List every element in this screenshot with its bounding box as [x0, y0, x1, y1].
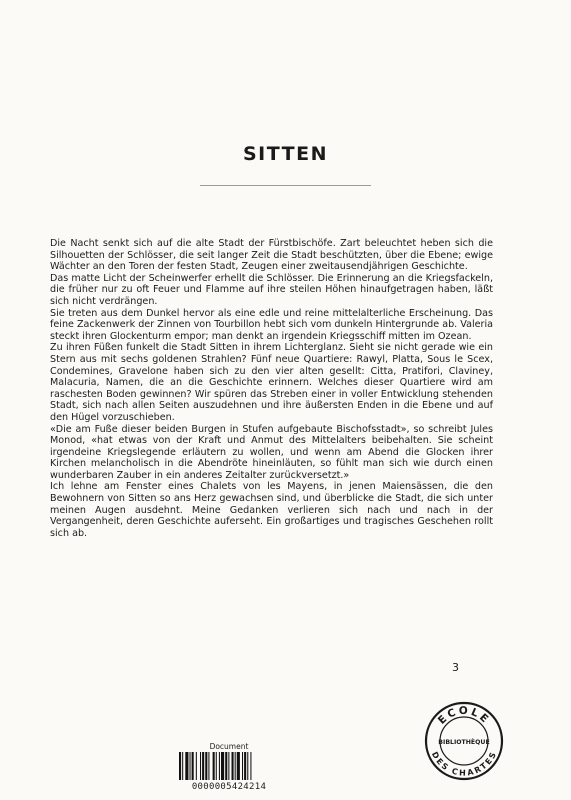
barcode-bar: [237, 752, 240, 780]
svg-text:DES CHARTES: DES CHARTES: [429, 750, 499, 778]
barcode-bar: [244, 752, 246, 780]
barcode-bar: [225, 752, 227, 780]
barcode-bar: [192, 752, 194, 780]
body-text: [50, 238, 493, 539]
paragraph: Die Nacht senkt sich auf die alte Stadt der Fürstbischöfe. Zart beleuchtet heben sich die Silhouetten der Schlösser, die seit langer Zeit die Stadt beschützten, über die Ebene; ewige Wächter an den Toren der festen Stadt, Zeugen einer zweitausendjährigen Geschichte.: [50, 238, 493, 273]
barcode-bar: [182, 752, 183, 780]
barcode-bar: [190, 752, 191, 780]
barcode-bar: [247, 752, 248, 780]
barcode-bar: [179, 752, 181, 780]
page-number: 3: [452, 661, 459, 674]
barcode-bar: [216, 752, 217, 780]
barcode-bar: [213, 752, 215, 780]
paragraph: Ich lehne am Fenster eines Chalets von les Mayens, in jenen Maiensässen, die den Bewohnern von Sitten so ans Herz gewachsen sind, und überblicke die Stadt, die sich unter meinen Augen ausdehnt. Meine Gedanken verlieren sich nach und nach in der Vergangenheit, deren Geschichte auferseht. Ein großartiges und tragisches Geschehen rollt sich ab.: [50, 481, 493, 539]
barcode-bar: [200, 752, 201, 780]
barcode-bar: [205, 752, 207, 780]
barcode-bar: [185, 752, 188, 780]
barcode-bar: [202, 752, 204, 780]
barcode-bar: [208, 752, 209, 780]
svg-text:ECOLE: ECOLE: [435, 704, 493, 727]
paragraph: Das matte Licht der Scheinwerfer erhellt die Schlösser. Die Erinnerung an die Kriegsfackeln, die früher nur zu oft Feuer und Flamme auf ihre steilen Höhen hinaufgetragen haben, läßt sich nicht verdrängen.: [50, 272, 493, 307]
barcode-label: Document: [209, 742, 249, 751]
barcode-number: 0000005424214: [191, 782, 267, 792]
paragraph: «Die am Fuße dieser beiden Burgen in Stufen aufgebaute Bischofsstadt», so schreibt Jules Monod, «hat etwas von der Kraft und Anmut des Mittelalters beibehalten. Sie scheint irgendeine Kriegslegende erläutern zu wollen, und wenn am Abend die Glocken ihrer Kirchen melancholisch in die Abendröte hineinläuten, so fühlt man sich wie durch einen wunderbaren Zauber in ein anderes Zeitalter zurückversetzt.»: [50, 423, 493, 481]
barcode-bar: [242, 752, 243, 780]
barcode-bar: [196, 752, 197, 780]
page-title: SITTEN: [243, 143, 328, 165]
paragraph: Zu ihren Füßen funkelt die Stadt Sitten in ihrem Lichterglanz. Sieht sie nicht gerade wie ein Stern aus mit sechs goldenen Strahlen? Fünf neue Quartiere: Rawyl, Platta, Sous le Scex, Condemines, Gravelone haben sich zu den vier alten gesellt: Citta, Pratifori, Claviney, Malacuria, Namen, die an die Geschichte erinnern. Welches dieser Quartiere wird am raschesten Boden gewinnen? Wir spüren das Streben einer in voller Entwicklung stehenden Stadt, sich nach allen Seiten auszudehnen und ihre äußersten Enden in die Ebene und auf den Hügel vorzuschieben.: [50, 342, 493, 423]
paragraph: Sie treten aus dem Dunkel hervor als eine edle und reine mittelalterliche Erscheinung. Das feine Zackenwerk der Zinnen von Tourbillon hebt sich vom dunkeln Hintergrunde ab. Valeria steckt ihren Glockenturm empor; man denkt an irgendein Kriegsschiff mitten im Ozean.: [50, 307, 494, 342]
barcode-bar: [219, 752, 220, 780]
barcode-bar: [250, 752, 251, 780]
barcode-sticker: [175, 742, 283, 800]
svg-text:BIBLIOTHÈQUE: BIBLIOTHÈQUE: [438, 739, 490, 746]
title-divider: [200, 185, 371, 186]
barcode-bar: [228, 752, 229, 780]
barcode-bar: [235, 752, 236, 780]
barcode-icon: [179, 752, 279, 780]
library-stamp: [423, 700, 505, 782]
barcode-bar: [232, 752, 234, 780]
stamp-seal-icon: [423, 700, 505, 782]
barcode-bar: [221, 752, 224, 780]
